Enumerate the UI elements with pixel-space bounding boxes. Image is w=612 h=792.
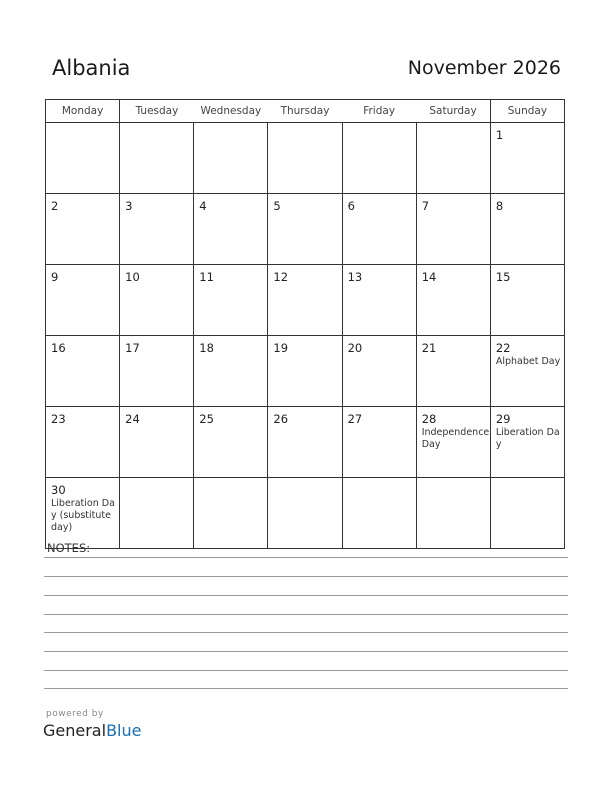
- day-cell: [490, 336, 564, 407]
- day-number: 8: [495, 199, 504, 213]
- weekday-header: Saturday: [416, 100, 490, 123]
- day-cell: [46, 123, 120, 194]
- day-number: 1: [495, 128, 504, 142]
- day-cell: [490, 407, 564, 478]
- brand-logo: [43, 721, 141, 740]
- day-number: 14: [421, 270, 437, 284]
- month-title: November 2026: [407, 57, 561, 79]
- note-line: [44, 595, 568, 596]
- day-number: 17: [125, 341, 140, 355]
- day-cell: [268, 336, 342, 407]
- day-number: 5: [273, 199, 281, 213]
- day-number: 25: [199, 412, 214, 426]
- note-line: [44, 632, 568, 633]
- weekday-header: Monday: [46, 100, 120, 123]
- day-cell: [342, 478, 416, 549]
- note-line: [44, 651, 568, 652]
- brand-general: General: [43, 721, 107, 740]
- day-number: 10: [125, 270, 140, 284]
- day-number: 23: [51, 412, 66, 426]
- day-cell: [46, 407, 120, 478]
- day-cell: [342, 336, 416, 407]
- day-cell: [194, 478, 268, 549]
- day-number: 20: [347, 341, 363, 355]
- day-cell: [46, 194, 120, 265]
- day-cell: [416, 407, 490, 478]
- day-number: 4: [199, 199, 207, 213]
- note-line: [44, 614, 568, 615]
- day-number: 29: [495, 412, 511, 426]
- day-cell: [490, 478, 564, 549]
- notes-label: NOTES:: [47, 541, 91, 555]
- day-cell: [342, 407, 416, 478]
- day-number: 12: [273, 270, 289, 284]
- week-row: [46, 265, 565, 336]
- day-number: 9: [51, 270, 59, 284]
- day-cell: [120, 407, 194, 478]
- day-number: 6: [347, 199, 355, 213]
- note-line: [44, 557, 568, 558]
- day-cell: [416, 123, 490, 194]
- day-cell: [194, 265, 268, 336]
- day-number: 18: [199, 341, 214, 355]
- holiday-label: Alphabet Day: [495, 356, 561, 367]
- day-cell: [342, 123, 416, 194]
- day-number: 16: [51, 341, 66, 355]
- day-cell: [490, 123, 564, 194]
- week-row: [46, 194, 565, 265]
- weekday-header: Sunday: [490, 100, 564, 123]
- day-cell: [120, 478, 194, 549]
- week-row: [46, 478, 565, 549]
- day-number: 22: [495, 341, 511, 355]
- day-number: 3: [125, 199, 133, 213]
- day-cell: [268, 407, 342, 478]
- day-cell: [342, 194, 416, 265]
- day-number: 27: [347, 412, 363, 426]
- day-number: 15: [495, 270, 511, 284]
- day-cell: [120, 123, 194, 194]
- day-cell: [194, 123, 268, 194]
- day-number: 30: [51, 483, 66, 497]
- brand-blue: Blue: [106, 721, 142, 740]
- week-row: [46, 336, 565, 407]
- day-number: 28: [421, 412, 437, 426]
- day-number: 13: [347, 270, 363, 284]
- day-number: 21: [421, 341, 437, 355]
- weekday-header-row: [46, 100, 565, 123]
- weekday-header: Friday: [342, 100, 416, 123]
- calendar-body: [46, 123, 565, 549]
- day-cell: [490, 265, 564, 336]
- day-cell: [416, 265, 490, 336]
- day-cell: [120, 336, 194, 407]
- week-row: [46, 123, 565, 194]
- day-cell: [416, 478, 490, 549]
- day-cell: [46, 265, 120, 336]
- day-cell: [416, 336, 490, 407]
- powered-by-text: powered by: [46, 709, 104, 719]
- day-cell: [194, 336, 268, 407]
- weekday-header: Tuesday: [120, 100, 194, 123]
- calendar-grid: [45, 99, 565, 549]
- day-cell: [46, 478, 120, 549]
- note-line: [44, 576, 568, 577]
- day-cell: [46, 336, 120, 407]
- day-number: 19: [273, 341, 289, 355]
- day-cell: [194, 407, 268, 478]
- day-number: 2: [51, 199, 59, 213]
- weekday-header: Thursday: [268, 100, 342, 123]
- day-cell: [490, 194, 564, 265]
- day-number: 26: [273, 412, 289, 426]
- day-cell: [120, 265, 194, 336]
- day-cell: [120, 194, 194, 265]
- day-number: 11: [199, 270, 214, 284]
- note-line: [44, 688, 568, 689]
- holiday-label: Liberation Day (substitute day): [51, 498, 115, 533]
- day-cell: [416, 194, 490, 265]
- day-number: 7: [421, 199, 430, 213]
- day-cell: [268, 123, 342, 194]
- weekday-header: Wednesday: [194, 100, 268, 123]
- holiday-label: Independence Day: [421, 427, 490, 450]
- country-title: Albania: [52, 56, 131, 80]
- note-line: [44, 670, 568, 671]
- day-cell: [268, 265, 342, 336]
- day-cell: [194, 194, 268, 265]
- day-cell: [268, 478, 342, 549]
- day-cell: [268, 194, 342, 265]
- holiday-label: Liberation Day: [495, 427, 560, 450]
- day-number: 24: [125, 412, 140, 426]
- day-cell: [342, 265, 416, 336]
- week-row: [46, 407, 565, 478]
